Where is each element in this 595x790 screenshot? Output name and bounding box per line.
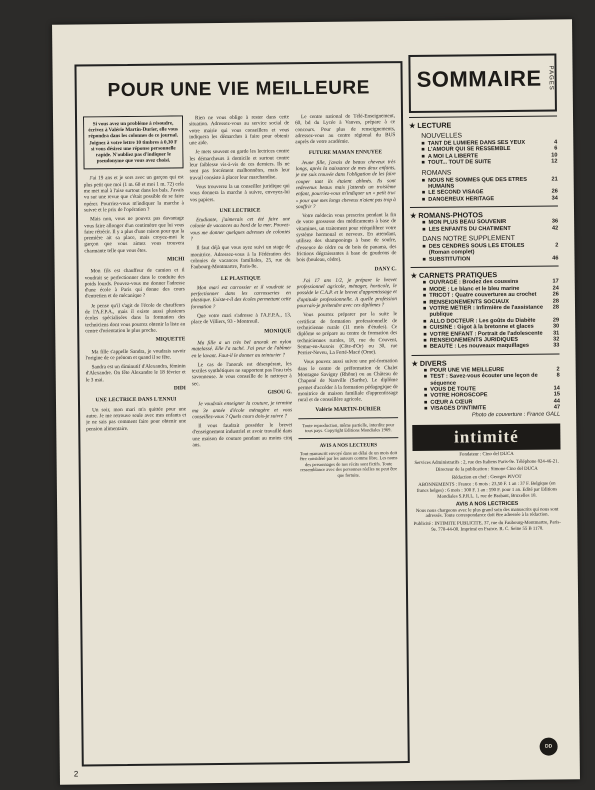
toc-section bbox=[412, 353, 561, 419]
letter-signature: MONIQUE bbox=[264, 327, 292, 335]
toc-item-page: 28 bbox=[552, 297, 559, 305]
notice-text: Nous nous chargeons avec le plus grand soin des manuscrits qui nous sont adressés. Toute correspondance doit être adressée à la rédaction. bbox=[415, 507, 559, 520]
bullet-icon: ■ bbox=[421, 160, 425, 167]
bullet-icon: ■ bbox=[422, 226, 426, 233]
bullet-icon: ■ bbox=[421, 196, 426, 203]
toc-item-label: POUR UNE VIE MEILLEURE bbox=[430, 366, 505, 374]
article-column-2 bbox=[189, 114, 296, 757]
letter-text: J'ai 17 ans 1/2, je prépare le brevet professionnel agricole, ménager, horticole, le possède le C.A.P. et le brevet d'apprentissage et d'aptitude professionnelle. A quelle profession pourrais-je prétendre avec ces diplômes ? bbox=[296, 276, 397, 310]
toc-section bbox=[411, 266, 560, 351]
publisher-logo: DD bbox=[540, 737, 558, 755]
letter-text: Etudiante, j'aimerais cet été faire une colonie de vacances au bord de la mer. Pouvez-vous me donner quelques adresses de colonies ? bbox=[190, 216, 291, 243]
letter-signature: GISOU G. bbox=[267, 389, 292, 396]
star-icon: ★ bbox=[409, 122, 416, 131]
toc-item-page: 46 bbox=[552, 255, 559, 262]
toc-item-label: DANGEREUX HERITAGE bbox=[428, 195, 495, 203]
bullet-icon: ■ bbox=[422, 299, 427, 306]
toc-item-label: VOTRE METIER : Infirmière de l'assistance publique bbox=[429, 304, 544, 319]
toc-item-page: 4 bbox=[554, 139, 558, 146]
answer-text: Que votre mari s'adresse à l'A.F.P.A., 13, place de Villiers, 93 - Montreuil. bbox=[191, 312, 292, 326]
toc-item-page: 8 bbox=[556, 372, 560, 379]
bullet-icon: ■ bbox=[423, 393, 428, 400]
star-icon: ★ bbox=[410, 273, 418, 281]
magazine-logo: intimité bbox=[412, 423, 560, 451]
bullet-icon: ■ bbox=[421, 140, 425, 147]
toc-item-page: 2 bbox=[555, 242, 559, 249]
toc-item-page: 6 bbox=[554, 145, 558, 152]
toc-section-label: ROMANS-PHOTOS bbox=[418, 210, 483, 221]
article-column-3 bbox=[295, 113, 402, 756]
toc-item-label: LE SECOND VISAGE bbox=[428, 189, 484, 197]
bullet-icon: ■ bbox=[423, 386, 428, 393]
toc-item bbox=[423, 343, 559, 351]
toc-item-label: ALLO DOCTEUR : Les goûts du Diabète bbox=[429, 317, 536, 325]
page-number: 2 bbox=[73, 769, 79, 779]
toc-item-label: A MOI LA LIBERTE bbox=[427, 153, 479, 160]
toc-item-page: 24 bbox=[552, 285, 559, 292]
bullet-icon: ■ bbox=[422, 243, 426, 250]
toc-sections bbox=[409, 115, 560, 419]
letter-signature: MICHI bbox=[167, 256, 185, 263]
founder-text: Fondateur : Cino del DUCA bbox=[459, 451, 514, 458]
answer-text: Votre médecin vous prescrira pendant la fin de votre grossesse des médicaments à base de vitamines, un traitement pour rééquilibrer votre système hormonal et nerveux. En attendant, utilisez des shampooings à base de soufre, d'essence de cèdre ou de bois de panama, des frictions dégraissantes à base de goudrons de bois (bouleau, cèdre). bbox=[296, 212, 397, 264]
toc-item-page: 29 bbox=[552, 317, 560, 324]
article-columns bbox=[83, 113, 402, 758]
toc-item-page: 33 bbox=[553, 342, 560, 349]
toc-item-page: 42 bbox=[551, 225, 559, 232]
toc-pages-label: PAGES bbox=[547, 65, 554, 91]
toc-item-label: TRICOT : Quatre couvertures au crochet bbox=[429, 291, 537, 299]
author-signature: Valérie MARTIN-DURIER bbox=[315, 406, 381, 414]
toc-item-page: 28 bbox=[552, 304, 560, 311]
toc-item-label: NOUS NE SOMMES QUE DES ETRES HUMAINS bbox=[428, 176, 527, 190]
divider bbox=[298, 437, 398, 439]
toc-item-label: OUVRAGE : Brodez des coussins bbox=[429, 279, 519, 287]
redaction-text: Rédaction en chef : Georges PIVOT bbox=[451, 474, 522, 481]
answer-text: Il faut déjà que vous ayez suivi un stage de monitrice. Adressez-vous à la Fédération des colonies de vacances familiales, 25, rue du Faubourg-Montmartre, Paris-9e. bbox=[190, 244, 291, 271]
letter-signature: DIDI bbox=[173, 385, 186, 392]
bullet-icon: ■ bbox=[424, 406, 428, 413]
letter-text: Je voudrais enseigner la couture, je termine ma 3e année d'école ménagère et vous conseillez-vous ? Quels cours dois-je suivre ? bbox=[192, 400, 293, 421]
toc-item-label: LES ENFANTS DU CHATIMENT bbox=[428, 225, 511, 233]
letter-text: Mon mari est carrossier et il voudrait se perfectionner dans les carrosseries en plastique. Existe-t-il des écoles permettant cette formation ? bbox=[190, 284, 291, 311]
toc-section-label: DIVERS bbox=[419, 358, 447, 368]
toc-item-page: 14 bbox=[553, 385, 560, 392]
answer-text: Il vous faudrait posséder le brevet d'enseignement industriel et avoir travaillé dans une maison de couture pendant au moins cinq ans. bbox=[192, 422, 293, 449]
bullet-icon: ■ bbox=[423, 344, 427, 351]
divider bbox=[298, 417, 398, 419]
toc-item-label: DES CENDRES SOUS LES ETOILES (Roman complet) bbox=[428, 242, 525, 257]
article-frame bbox=[74, 61, 409, 766]
toc-item-label: MON PLUS BEAU SOUVENIR bbox=[428, 219, 507, 227]
toc-section-title bbox=[409, 119, 557, 130]
toc-subsection-title: NOUVELLES bbox=[421, 132, 463, 140]
bullet-icon: ■ bbox=[423, 331, 427, 338]
toc-item-page: 12 bbox=[551, 158, 558, 165]
toc-item bbox=[422, 255, 558, 263]
toc-section bbox=[409, 115, 558, 203]
bullet-icon: ■ bbox=[421, 190, 426, 197]
cover-credit: Photo de couverture : France GALL bbox=[471, 411, 561, 418]
toc-header bbox=[408, 53, 557, 113]
toc-subsection-title: ROMANS bbox=[421, 169, 452, 177]
toc-item-page: 15 bbox=[553, 391, 560, 398]
bullet-icon: ■ bbox=[421, 147, 425, 154]
star-icon: ★ bbox=[410, 213, 417, 221]
toc-item-label: VISAGES D'INTIMITE bbox=[430, 405, 487, 412]
copyright-text: Toute reproduction, même partielle, interdite pour tous pays. Copyright Editions Mondiales 1969. bbox=[302, 421, 395, 434]
bullet-icon: ■ bbox=[423, 373, 428, 381]
toc-item-page: 32 bbox=[553, 336, 560, 343]
article-title: POUR UNE VIE MEILLEURE bbox=[107, 77, 370, 102]
bullet-icon: ■ bbox=[422, 286, 427, 293]
section-heading: UNE LECTRICE DANS L'ENNUI bbox=[95, 396, 177, 404]
answer-text: Le cas de l'anorak est désespérant, les textiles synthétiques ne supportent pas l'eau très savonneuse. Je vous conseille de le nettoyer à sec. bbox=[191, 361, 292, 387]
masthead bbox=[413, 451, 562, 533]
toc-item-label: RENSEIGNEMENTS SOCIAUX bbox=[429, 298, 509, 306]
notice-text: Tout manuscrit envoyé dans un délai de un mois doit être considéré par les auteurs comme libre. Les noms des personnages de nos récits sont fictifs. Toute ressemblance avec des personnes réelles ne peut être que fortuite. bbox=[299, 450, 398, 478]
notice-heading: AVIS A NOS LECTEURS bbox=[319, 441, 378, 449]
toc-item-label: TEST : Savez-vous écouter une leçon de séquence bbox=[430, 372, 538, 387]
toc-item-page: 17 bbox=[552, 278, 559, 285]
section-heading: LE PLASTIQUE bbox=[220, 275, 261, 282]
toc-item-label: CUISINE : Gigot à la bretonne et glaces bbox=[429, 323, 534, 331]
toc-item-page: 21 bbox=[551, 176, 558, 183]
toc-item-label: L'AMOUR QUI SE RESSEMBLE bbox=[427, 146, 511, 154]
letter-signature: MIQUETTE bbox=[155, 336, 186, 343]
toc-item-label: VOTRE HOROSCOPE bbox=[430, 392, 488, 400]
toc-item-page: 47 bbox=[553, 404, 561, 411]
bullet-icon: ■ bbox=[423, 367, 428, 374]
bullet-icon: ■ bbox=[423, 337, 427, 344]
table-of-contents bbox=[408, 53, 563, 765]
toc-item-page: 26 bbox=[552, 291, 559, 298]
toc-item-page: 2 bbox=[556, 366, 560, 373]
toc-item-label: SUBSTITUTION bbox=[428, 256, 471, 263]
advertising-text: Publicité : INTIMITE PUBLICITE, 37, rue du Faubourg-Montmartre, Paris-9e. 770-44-00. Imprimé en France. R. C. Seine 55 B 1178. bbox=[413, 520, 561, 533]
toc-item-page: 30 bbox=[552, 323, 560, 330]
toc-item-page: 44 bbox=[553, 398, 561, 405]
letter-text: Mon fils est chauffeur de camion et il voudrait se perfectionner dans le conduite des poids lourds. Pouvez-vous me donner l'adresse d'une école à Paris qui donne des cours d'entretien et de mécanique ? bbox=[84, 267, 185, 300]
toc-item bbox=[422, 225, 558, 233]
answer-text: Vous pouvez aussi suivre une pré-formation dans le centre de préformation de Chalet Montagne Savigny (Rhône) ou au Château de Chaponé de Nanville (Sarthe). Le diplôme permet d'accéder à la formation pédagogique de monitrice de maison familiale d'apprentissage rural et de conseillère agricole. bbox=[297, 358, 398, 404]
letter-text: Un soir, mon mari m'a quittée pour une autre. Je me retrouve seule avec mes enfants et je ne sais pas comment faire pour obtenir une pension alimentaire. bbox=[86, 405, 187, 432]
bullet-icon: ■ bbox=[422, 220, 426, 227]
bullet-icon: ■ bbox=[422, 292, 427, 299]
direction-text: Directeur de la publication : Simone Cino del DUCA bbox=[435, 466, 538, 473]
toc-item-label: VOUS DE TOUTE bbox=[430, 386, 476, 393]
star-icon: ★ bbox=[411, 360, 418, 368]
toc-item-page: 10 bbox=[551, 152, 558, 159]
answer-text: Je pense qu'il s'agit de l'école de chauffeurs de l'A.F.P.A., mais il existe aussi plusieurs écoles spécialisées dans la formation des techniciens dont vous pourrez obtenir la liste au centre d'orientation le plus proche. bbox=[85, 302, 186, 335]
toc-section-label: LECTURE bbox=[417, 120, 452, 130]
bullet-icon: ■ bbox=[421, 153, 425, 160]
intro-box: Si vous avez un problème à résoudre, écrivez à Valérie Martin-Durier, elle vous répondra dans les colonnes de ce journal. Joignez à votre lettre 10 timbres à 0,30 F si vous désirez une réponse personnelle rapide. N'oubliez pas d'indiquer le pseudonyme que vous avez choisi. bbox=[83, 115, 184, 169]
toc-section-label: CARNETS PRATIQUES bbox=[418, 270, 498, 281]
toc-item-label: TOUT... TOUT DE SUITE bbox=[427, 159, 492, 167]
answer-text: Sandra est un diminutif d'Alexandra, féminin d'Alexandre. On fête Alexandre le 18 février et le 3 mai. bbox=[85, 363, 186, 384]
toc-item-page: 26 bbox=[551, 188, 558, 195]
letter-text: Ma fille a un très bel anorak en nylon matelassé. Elle l'a taché. J'ai peur de l'abîmer en le lavant. Faut-il le donner au teinturier ? bbox=[191, 339, 292, 359]
toc-section bbox=[410, 206, 559, 264]
toc-item-page: 36 bbox=[551, 218, 559, 225]
toc-item-label: CŒUR A CŒUR bbox=[430, 399, 473, 406]
toc-item bbox=[422, 195, 558, 203]
bullet-icon: ■ bbox=[423, 399, 428, 406]
toc-item-label: BEAUTE : Les nouveaux maquillages bbox=[429, 343, 530, 351]
toc-title: SOMMAIRE bbox=[416, 65, 542, 92]
answer-text: Le centre national de Télé-Enseignement, 60, bd du Lycée à Vanves, prépare à ce concours. Pour plus de renseignements, adressez-vous au centre régional du BUS auprès de votre académie. bbox=[295, 113, 396, 146]
toc-item-page: 31 bbox=[553, 329, 560, 337]
bullet-icon: ■ bbox=[422, 305, 427, 312]
toc-item-label: TANT DE LUMIERE DANS SES YEUX bbox=[427, 139, 526, 147]
subscription-text: ABONNEMENTS : France : 6 mois : 23,50 F. 1 an : 37 F. Belgique (en francs belges) : 6 mois : 300 F. 1 an : 590 F. pour 1 an. Edité par Editions Mondiales S.P.R.L. 1, rue de Brabant, Bruxelles 18. bbox=[416, 481, 558, 500]
toc-item-label: VOTRE ENFANT : Portrait de l'adolescente bbox=[429, 330, 543, 338]
toc-item-label: MODE : Le blanc et le bleu marine bbox=[429, 285, 520, 293]
toc-item-label: RENSEIGNEMENTS JURIDIQUES bbox=[429, 336, 519, 344]
toc-item-page: 34 bbox=[551, 195, 558, 202]
bullet-icon: ■ bbox=[423, 318, 427, 325]
toc-item bbox=[421, 159, 557, 167]
answer-text: Rien ne vous oblige à rester dans cette situation. Adressez-vous au service social de votre mairie qui vous conseillera et vous indiquera les démarches à faire pour obtenir une aide. bbox=[189, 114, 290, 147]
section-heading: UNE LECTRICE bbox=[219, 207, 261, 214]
notice-heading: AVIS A NOS LECTRICES bbox=[455, 501, 519, 508]
bullet-icon: ■ bbox=[422, 280, 427, 287]
letter-text: J'ai 19 ans et je sors avec un garçon qui est plus petit que moi (1 m. 60 et moi 1 m. 72) cela me met mal à l'aise surtout dans les bals. J'avais vu sur une revue que c'était possible de se faire opérer. Pourriez-vous m'indiquer la marche à suivre et le prix de l'opération ? bbox=[83, 174, 184, 214]
letter-text: Jeune fille, j'avais de beaux cheveux très longs, après la naissance de mes deux enfants, je me suis trouvée dans l'obligation de les faire couper tant ils étaient abîmés. Ils sont redevenus beaux mais j'attends un troisième enfant, pourriez-vous m'indiquer un « petit truc » pour que mes longs cheveux n'aient pas trop à souffrir ? bbox=[295, 158, 396, 211]
answer-text: Vous pourrez préparer par la suite le certificat de formation professionnelle de technicienne rurale (11 mois d'études). Ce diplôme se prépare au centre de formation des techniciennes rurales, 18, rue du Couvent, Semur-en-Auxois (Côte-d'Or) ou 30, rue Perrier-Neveu, La Ferté-Macé (Orne). bbox=[297, 311, 398, 357]
section-heading: FUTURE MAMAN ENNUYEE bbox=[308, 149, 382, 157]
magazine-page bbox=[52, 19, 580, 784]
answer-text: Vous trouverez la un conseiller juridique qui vous donnera la marche à suivre, envoyez-lui vos papiers. bbox=[189, 183, 290, 203]
bullet-icon: ■ bbox=[421, 177, 426, 184]
letter-signature: DANY C. bbox=[374, 265, 397, 272]
article-column-1 bbox=[83, 115, 190, 758]
bullet-icon: ■ bbox=[422, 256, 426, 263]
answer-text: Je mets souvent en garde les lectrices contre les démarcheurs à domicile et surtout contre leur faiblesse vis-à-vis de ces derniers. Ils ne sont pas forcément malhonnêtes, mais leur travail consiste à placer leur marchandise. bbox=[189, 148, 290, 181]
toc-subsection-title: DANS NOTRE SUPPLEMENT bbox=[422, 234, 515, 243]
letter-text: Ma fille s'appelle Sandra, je voudrais savoir l'origine de ce prénom et quand il se fête. bbox=[85, 347, 186, 362]
answer-text: Mais non, vous ne pouvez pas davantage vous faire allonger d'un centimètre que lui vous faire rétrécir. Il y a plus d'une raison pour que la première ait sa place, mais croyez-moi le garçon que vous aimez vous trouvera charmante telle que vous êtes. bbox=[84, 215, 185, 255]
bullet-icon: ■ bbox=[423, 324, 427, 331]
services-text: Services Administratifs : 2, rue des Italiens Paris-9e. Téléphone 824-46-21. bbox=[414, 459, 559, 466]
